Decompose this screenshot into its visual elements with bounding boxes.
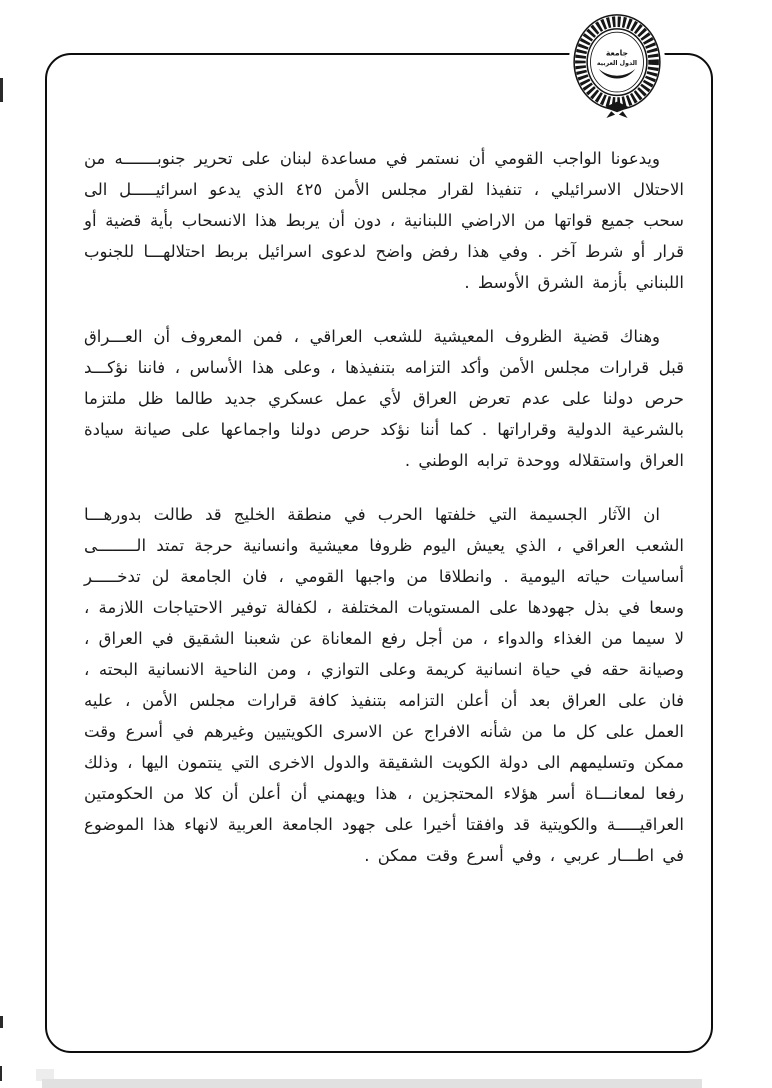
scan-artifact-left-edge	[0, 1066, 2, 1081]
paragraph-lebanon-resolution-425: ويدعونا الواجب القومي أن نستمر في مساعدة لبنان على تحرير جنوبـــــــه من الاحتلال الاسرائيلي ، تنفيذا لقرار مجلس الأمن ٤٢٥ الذي يدعو اسرائيـــــل الى سحب جميع قواتها من الاراضي اللبنانية ، دون أن يربط هذا الانسحاب بأية قضية أو قرار أو شرط آخر . وفي هذا رفض واضح لدعوى اسرائيل بربط احتلالهـــا للجنوب اللبناني بأزمة الشرق الأوسط .	[84, 149, 684, 292]
paragraph-gulf-war-effects-prisoners: ان الآثار الجسيمة التي خلفتها الحرب في منطقة الخليج قد طالت بدورهـــا الشعب العراقي ، الذي يعيش اليوم ظروفا معيشية وانسانية حرجة تمتد الــــــــى أساسيات حياته اليومية . وانطلاقا من واجبها القومي ، فان الجامعة لن تدخـــــر وسعا في بذل جهودها على المستويات المختلفة ، لكفالة توفير الاحتياجات اللازمة ، لا سيما من الغذاء والدواء ، من أجل رفع المعاناة عن شعبنا الشقيق في العراق ، وصيانة حقه في حياة انسانية كريمة وعلى التوازي ، ومن الناحية الانسانية البحته ، فان على العراق بعد أن أعلن التزامه بتنفيذ كافة قرارات مجلس الأمن ، عليه العمل على كل ما من شأنه الافراج عن الاسرى الكويتيين وغيرهم في أسرع وقت ممكن وتسليمهم الى دولة الكويت الشقيقة والدول الاخرى التي ينتمون اليها ، وذلك رفعا لمعانـــاة أسر هؤلاء المحتجزين ، هذا ويهمني أن أعلن أن كلا من الحكومتين العراقيـــــة والكويتية قد وافقتا أخيرا على جهود الجامعة العربية لانهاء هذا الموضوع في اطـــار عربي ، وفي أسرع وقت ممكن .	[84, 505, 684, 865]
scan-artifact-bottom-strip	[42, 1079, 702, 1088]
letter-body	[84, 143, 684, 894]
arab-league-emblem-icon	[568, 12, 666, 118]
paragraph-iraq-living-conditions: وهناك قضية الظروف المعيشية للشعب العراقي ، فمن المعروف أن العـــراق قبل قرارات مجلس الأمن وأكد التزامه بتنفيذها ، وعلى هذا الأساس ، فاننا نؤكـــد حرص دولنا على عدم تعرض العراق لأي عمل عسكري جديد طالما ظل ملتزما بالشرعية الدولية وقراراتها . كما أننا نؤكد حرص دولنا واجماعها على صيانة سيادة العراق واستقلاله ووحدة ترابه الوطني .	[84, 327, 684, 470]
scan-artifact-left-edge	[0, 78, 3, 102]
scan-artifact-left-edge	[0, 1016, 3, 1028]
emblem-calligraphy-line2: الدول العربية	[596, 59, 638, 67]
emblem-calligraphy-line1: جامعة	[605, 48, 629, 58]
